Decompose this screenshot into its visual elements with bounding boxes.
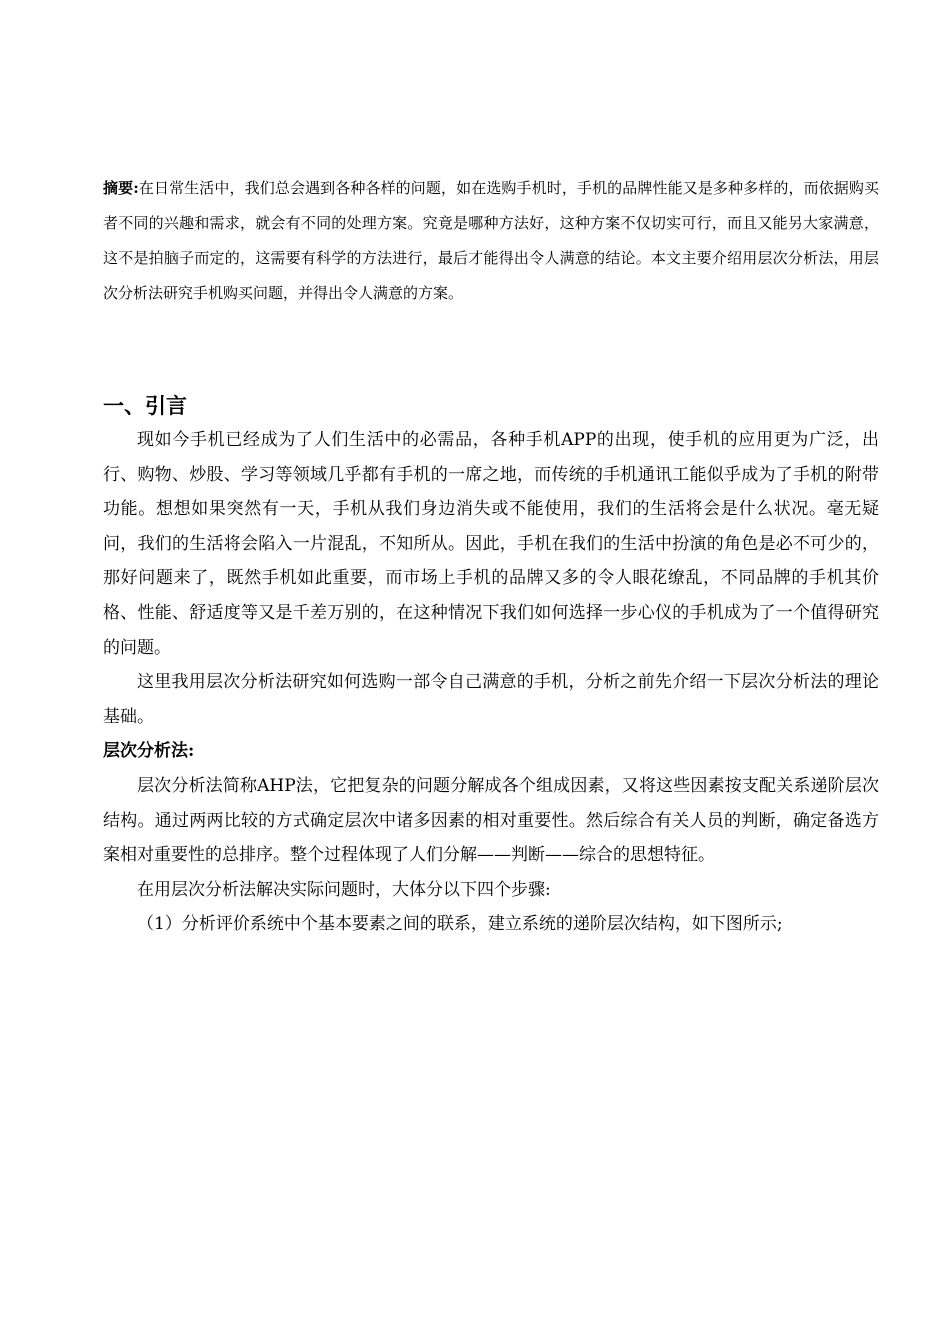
- abstract-text: 在日常生活中，我们总会遇到各种各样的问题，如在选购手机时，手机的品牌性能又是多种多样的，而依据购买者不同的兴趣和需求，就会有不同的处理方案。究竟是哪种方法好，这种方案不仅切实可行，而且又能另大家满意，这不是拍脑子而定的，这需要有科学的方法进行，最后才能得出令人满意的结论。本文主要介绍用层次分析法，用层次分析法研究手机购买问题，并得出令人满意的方案。: [103, 179, 879, 302]
- introduction-paragraph-1: 现如今手机已经成为了人们生活中的必需品，各种手机APP的出现，使手机的应用更为广泛，出行、购物、炒股、学习等领域几乎都有手机的一席之地，而传统的手机通讯工能似乎成为了手机的附带功能。想想如果突然有一天，手机从我们身边消失或不能使用，我们的生活将会是什么状况。毫无疑问，我们的生活将会陷入一片混乱，不知所从。因此，手机在我们的生活中扮演的角色是必不可少的，那好问题来了，既然手机如此重要，而市场上手机的品牌又多的令人眼花缭乱，不同品牌的手机其价格、性能、舒适度等又是千差万别的，在这种情况下我们如何选择一步心仪的手机成为了一个值得研究的问题。: [103, 430, 879, 658]
- introduction-paragraph-2: 这里我用层次分析法研究如何选购一部令自己满意的手机，分析之前先介绍一下层次分析法的理论基础。: [103, 672, 879, 727]
- introduction-body: [103, 423, 879, 942]
- ahp-paragraph-steps-intro: 在用层次分析法解决实际问题时，大体分以下四个步骤:: [137, 879, 551, 900]
- abstract-label: 摘要:: [103, 179, 139, 197]
- ahp-subheading: 层次分析法:: [103, 741, 195, 762]
- ahp-step-1: （1）分析评价系统中个基本要素之间的联系，建立系统的递阶层次结构，如下图所示;: [137, 914, 783, 935]
- section-title-introduction: 一、引言: [103, 394, 187, 418]
- abstract-paragraph: [103, 171, 879, 311]
- ahp-paragraph-definition: 层次分析法简称AHP法，它把复杂的问题分解成各个组成因素，又将这些因素按支配关系递阶层次结构。通过两两比较的方式确定层次中诸多因素的相对重要性。然后综合有关人员的判断，确定备选方案相对重要性的总排序。整个过程体现了人们分解——判断——综合的思想特征。: [103, 775, 879, 866]
